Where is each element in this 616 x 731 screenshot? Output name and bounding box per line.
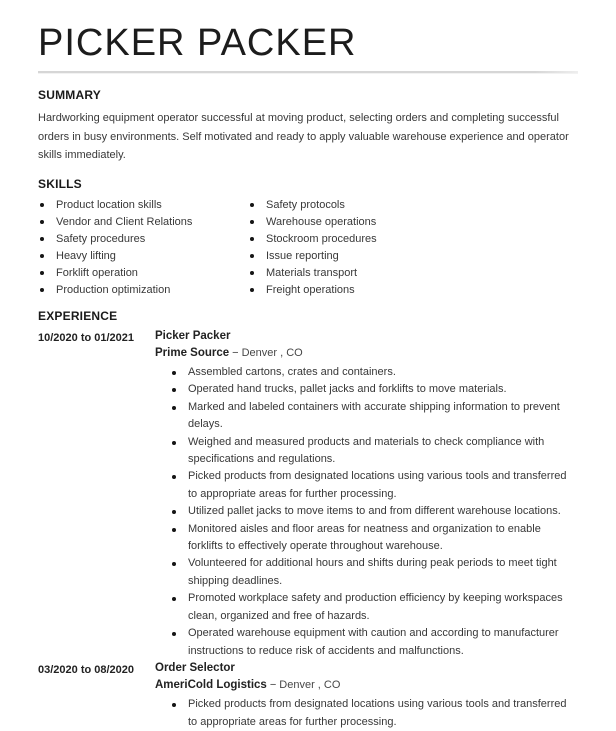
job-duty: Assembled cartons, crates and containers.	[170, 364, 578, 381]
skill-item: Forklift operation	[38, 265, 248, 282]
skill-item: Freight operations	[248, 282, 578, 299]
summary-text: Hardworking equipment operator successful at moving product, selecting orders and completing successful orders in busy environments. Self motivated and ready to apply valuable warehouse experience and operator skills immediately.	[38, 112, 569, 161]
job-company-line	[155, 345, 578, 362]
title-divider	[38, 71, 578, 74]
job-duty: Picked products from designated locations using various tools and transferred to appropriate areas for further processing.	[170, 468, 578, 503]
job-duty: Monitored aisles and floor areas for neatness and organization to enable forklifts to effectively operate throughout warehouse.	[170, 521, 578, 556]
job-duty: Picked products from designated locations using various tools and transferred to appropriate areas for further processing.	[170, 696, 578, 731]
job-duty: Marked and labeled containers with accurate shipping information to prevent delays.	[170, 399, 578, 434]
job-duty: Volunteered for additional hours and shifts during peak periods to meet tight shipping deadlines.	[170, 555, 578, 590]
job-details	[155, 328, 578, 660]
skill-item: Safety procedures	[38, 231, 248, 248]
job-duty: Operated hand trucks, pallet jacks and forklifts to move materials.	[170, 381, 578, 398]
skills-list-left	[38, 197, 248, 299]
skill-item: Heavy lifting	[38, 248, 248, 265]
experience-heading: EXPERIENCE	[38, 308, 118, 323]
job-location: Denver , CO	[279, 679, 341, 692]
skill-item: Production optimization	[38, 282, 248, 299]
summary-heading: SUMMARY	[38, 88, 101, 102]
skill-item: Safety protocols	[248, 197, 578, 214]
resume-title: PICKER PACKER	[38, 22, 357, 64]
job-duty: Utilized pallet jacks to move items to and from different warehouse locations.	[170, 503, 578, 520]
company-location-separator: −	[232, 347, 239, 359]
job-duty: Weighed and measured products and materials to check compliance with specifications and regulations.	[170, 434, 578, 469]
job-duty: Operated warehouse equipment with caution and according to manufacturer instructions to reduce risk of accidents and malfunctions.	[170, 625, 578, 660]
job-company-line	[155, 677, 578, 694]
skill-item: Vendor and Client Relations	[38, 214, 248, 231]
job-title: Order Selector	[155, 661, 235, 674]
experience-entry	[38, 660, 578, 731]
skills-heading: SKILLS	[38, 176, 82, 191]
skill-item: Materials transport	[248, 265, 578, 282]
company-name: AmeriCold Logistics	[155, 679, 267, 692]
skills-columns	[38, 197, 578, 299]
skill-item: Stockroom procedures	[248, 231, 578, 248]
experience-entry	[38, 328, 578, 660]
skill-item: Issue reporting	[248, 248, 578, 265]
job-dates: 03/2020 to 08/2020	[38, 664, 135, 677]
job-duty-list	[170, 364, 578, 660]
job-duty: Promoted workplace safety and production efficiency by keeping workspaces clean, organized and free of hazards.	[170, 590, 578, 625]
skill-item: Product location skills	[38, 197, 248, 214]
job-location: Denver , CO	[241, 347, 303, 359]
job-details	[155, 660, 578, 731]
skill-item: Warehouse operations	[248, 214, 578, 231]
company-location-separator: −	[269, 679, 277, 692]
job-title: Picker Packer	[155, 329, 231, 342]
skills-list-right	[248, 197, 578, 299]
job-duty-list	[170, 696, 578, 731]
job-dates: 10/2020 to 01/2021	[38, 332, 135, 344]
company-name: Prime Source	[155, 347, 230, 359]
